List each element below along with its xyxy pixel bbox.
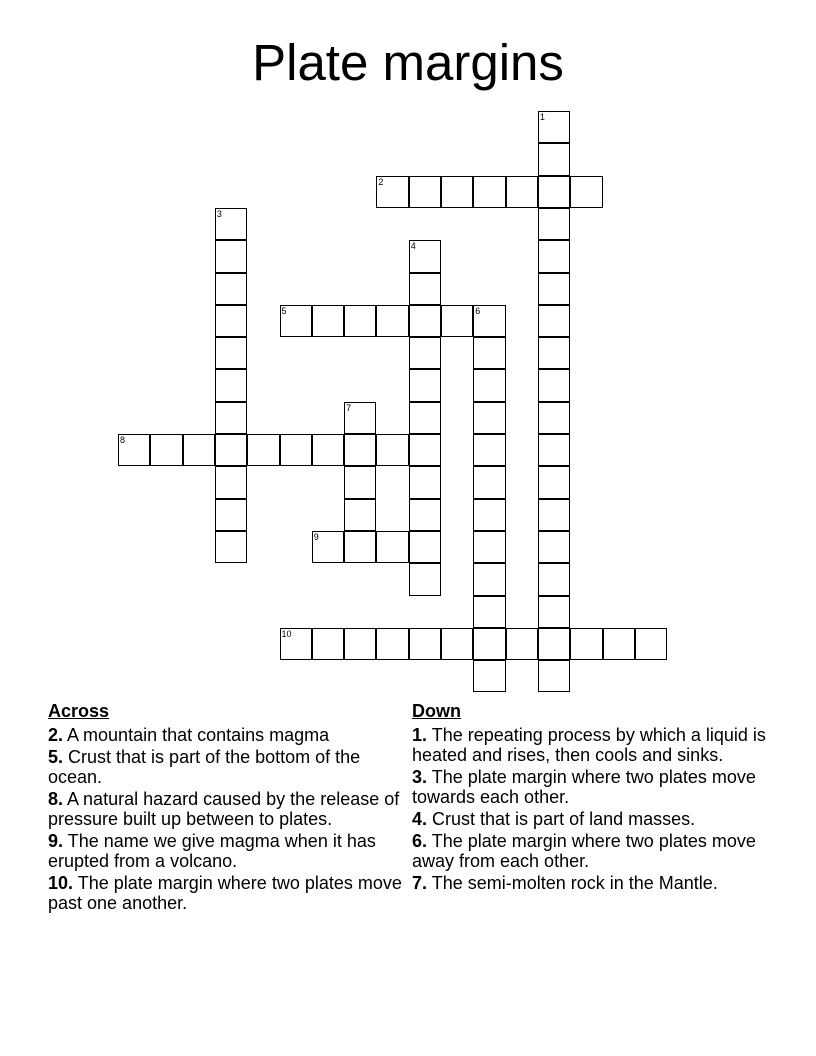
grid-cell[interactable] [570,176,602,208]
grid-cell[interactable] [312,305,344,337]
cell-number: 4 [410,241,416,252]
puzzle-title: Plate margins [252,34,564,91]
grid-cell[interactable] [409,628,441,660]
grid-cell[interactable] [473,596,505,628]
grid-cell[interactable] [312,531,344,563]
clue-text: The plate margin where two plates move past one another. [48,873,402,913]
grid-cell[interactable] [376,434,408,466]
grid-cell[interactable] [312,628,344,660]
grid-cell[interactable] [409,240,441,272]
clue-text: The repeating process by which a liquid is heated and rises, then cools and sinks. [412,725,766,765]
clue-down-7 [412,873,772,893]
grid-cell[interactable] [538,208,570,240]
clue-text: A mountain that contains magma [67,725,330,745]
grid-cell[interactable] [506,628,538,660]
grid-cell[interactable] [603,628,635,660]
cell-number: 5 [281,305,287,316]
grid-cell[interactable] [409,402,441,434]
grid-cell[interactable] [538,402,570,434]
clue-text: The plate margin where two plates move towards each other. [412,767,756,807]
grid-cell[interactable] [538,143,570,175]
grid-cell[interactable] [409,176,441,208]
clue-number: 2. [48,725,64,745]
cell-number: 9 [313,531,319,542]
clue-text: The plate margin where two plates move away from each other. [412,831,756,871]
clue-across-8 [48,789,410,829]
grid-cell[interactable] [344,434,376,466]
grid-cell[interactable] [183,434,215,466]
grid-cell[interactable] [150,434,182,466]
clue-text: A natural hazard caused by the release of pressure built up between to plates. [48,789,400,829]
cell-number: 1 [539,112,545,122]
grid-cell[interactable] [247,434,279,466]
grid-cell[interactable] [215,402,247,434]
grid-cell[interactable] [538,273,570,305]
clue-number: 6. [412,831,428,851]
grid-cell[interactable] [473,499,505,531]
grid-cell[interactable] [344,499,376,531]
grid-cell[interactable] [215,273,247,305]
grid-cell[interactable] [344,466,376,498]
grid-cell[interactable] [344,305,376,337]
cell-number: 2 [378,176,384,187]
grid-cell[interactable] [409,531,441,563]
clue-down-1 [412,725,772,765]
grid-cell[interactable] [473,402,505,434]
grid-cell[interactable] [215,499,247,531]
grid-cell[interactable] [215,466,247,498]
clue-across-5 [48,747,410,787]
clue-number: 7. [412,873,428,893]
across-heading: Across [48,701,110,721]
grid-cell[interactable] [376,305,408,337]
down-heading: Down [412,701,461,721]
grid-cell[interactable] [473,434,505,466]
grid-cell[interactable] [473,337,505,369]
grid-cell[interactable] [635,628,667,660]
grid-cell[interactable] [538,305,570,337]
grid-cell[interactable] [473,305,505,337]
clue-text: Crust that is part of land masses. [432,809,696,829]
cell-number: 10 [281,628,292,639]
grid-cell[interactable] [409,563,441,595]
clue-number: 8. [48,789,64,809]
clue-text: Crust that is part of the bottom of the ocean. [48,747,361,787]
clue-across-9 [48,831,410,871]
grid-cell[interactable] [538,434,570,466]
grid-cell[interactable] [376,628,408,660]
clue-number: 1. [412,725,428,745]
grid-cell[interactable] [215,337,247,369]
clue-down-4 [412,809,772,829]
grid-cell[interactable] [344,402,376,434]
grid-cell[interactable] [376,176,408,208]
grid-cell[interactable] [473,466,505,498]
grid-cell[interactable] [280,628,312,660]
grid-cell[interactable] [441,176,473,208]
grid-cell[interactable] [344,531,376,563]
grid-cell[interactable] [473,660,505,692]
cell-number: 8 [120,435,126,445]
grid-cell[interactable] [312,434,344,466]
cell-number: 3 [216,208,222,219]
clue-number: 3. [412,767,428,787]
grid-cell[interactable] [376,531,408,563]
across-clues [48,701,410,915]
clue-number: 9. [48,831,64,851]
grid-cell[interactable] [538,337,570,369]
clue-down-3 [412,767,772,807]
grid-cell[interactable] [344,628,376,660]
clue-number: 5. [48,747,64,767]
grid-cell[interactable] [538,176,570,208]
grid-cell[interactable] [215,240,247,272]
clue-number: 4. [412,809,428,829]
grid-cell[interactable] [409,305,441,337]
cell-number: 6 [475,305,481,316]
grid-cell[interactable] [215,369,247,401]
grid-cell[interactable] [441,628,473,660]
grid-cell[interactable] [473,369,505,401]
grid-cell[interactable] [538,628,570,660]
clue-text: The semi-molten rock in the Mantle. [431,873,718,893]
grid-cell[interactable] [215,208,247,240]
clue-across-2 [48,725,410,745]
grid-cell[interactable] [215,434,247,466]
grid-cell[interactable] [118,434,150,466]
grid-cell[interactable] [409,466,441,498]
grid-cell[interactable] [538,531,570,563]
grid-cell[interactable] [280,434,312,466]
grid-cell[interactable] [409,499,441,531]
grid-cell[interactable] [409,273,441,305]
cell-number: 7 [346,402,352,413]
grid-cell[interactable] [506,176,538,208]
grid-cell[interactable] [215,305,247,337]
grid-cell[interactable] [473,628,505,660]
grid-cell[interactable] [570,628,602,660]
clue-number: 10. [48,873,74,893]
grid-cell[interactable] [538,111,570,143]
clue-across-10 [48,873,410,913]
grid-cell[interactable] [538,466,570,498]
clue-text: The name we give magma when it has erupted from a volcano. [48,831,376,871]
grid-cell[interactable] [215,531,247,563]
grid-cell[interactable] [409,369,441,401]
grid-cell[interactable] [538,596,570,628]
grid-cell[interactable] [473,563,505,595]
grid-cell[interactable] [473,176,505,208]
down-clues [412,701,772,895]
grid-cell[interactable] [409,434,441,466]
clue-down-6 [412,831,772,871]
grid-cell[interactable] [280,305,312,337]
grid-cell[interactable] [538,660,570,692]
grid-cell[interactable] [441,305,473,337]
grid-cell[interactable] [538,499,570,531]
grid-cell[interactable] [538,563,570,595]
grid-cell[interactable] [473,531,505,563]
grid-cell[interactable] [538,369,570,401]
grid-cell[interactable] [538,240,570,272]
grid-cell[interactable] [409,337,441,369]
